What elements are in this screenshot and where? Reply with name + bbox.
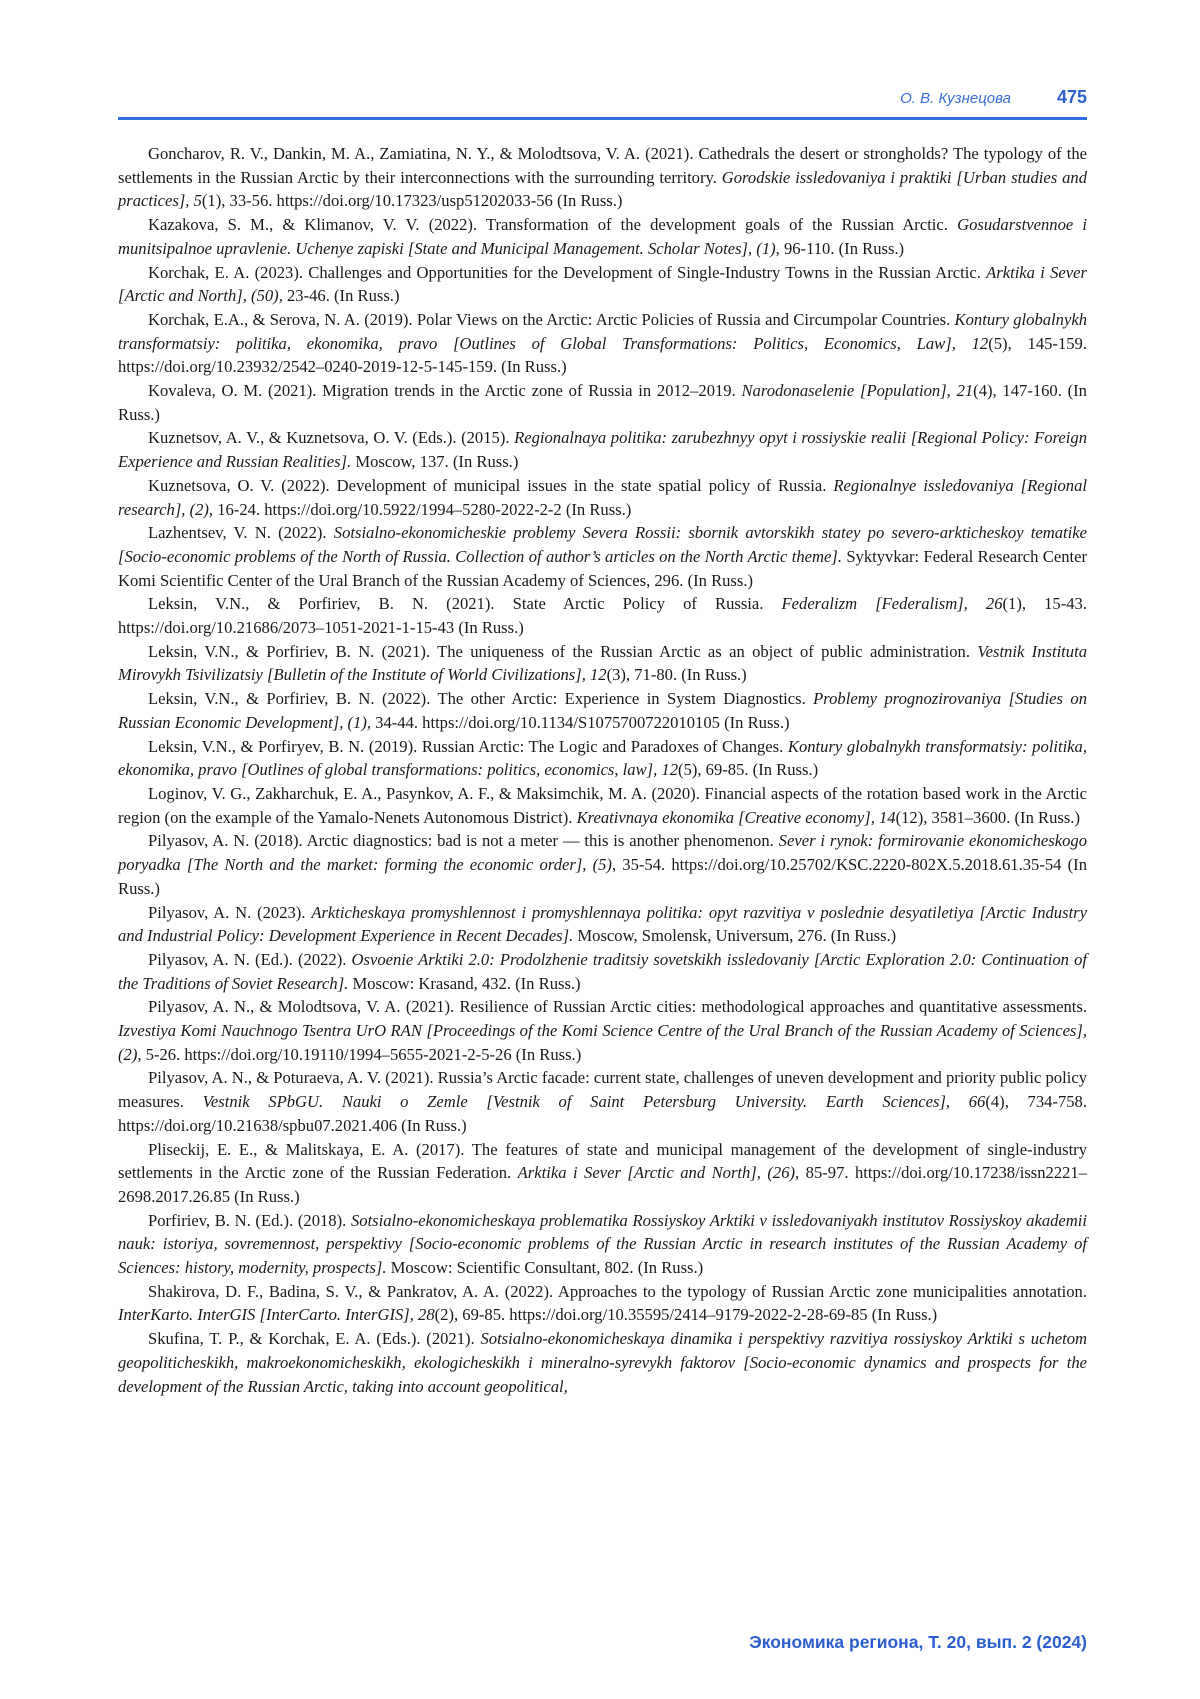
- reference-text: Pilyasov, A. N., & Molodtsova, V. A. (2021). Resilience of Russian Arctic cities: methodological approaches and quantitative assessments.: [148, 997, 1087, 1017]
- reference-entry: [118, 1327, 1087, 1398]
- reference-details: (1), 33-56. https://doi.org/10.17323/usp51202033-56 (In Russ.): [201, 191, 623, 211]
- reference-text: Lazhentsev, V. N. (2022).: [148, 523, 334, 543]
- reference-source-title: Gosudarstvennoe i munitsipalnoe upravlenie. Uchenye zapiski [State and Municipal Management. Scholar Notes], (1),: [118, 215, 1087, 258]
- reference-source-title: Sotsialno-ekonomicheskie problemy Severa Rossii: sbornik avtorskikh statey po severo-arkticheskoy tematike [Socio-economic problems of the North of Russia. Collection of author’s articles on the North Arctic theme].: [118, 523, 1087, 566]
- reference-entry: [118, 261, 1087, 308]
- reference-entry: [118, 142, 1087, 213]
- reference-source-title: Izvestiya Komi Nauchnogo Tsentra UrO RAN [Proceedings of the Komi Science Centre of the Ural Branch of the Russian Academy of Sciences], (2),: [118, 1021, 1087, 1064]
- reference-details: (5), 145-159. https://doi.org/10.23932/2542–0240-2019-12-5-145-159. (In Russ.): [118, 333, 1087, 377]
- reference-details: Syktyvkar: Federal Research Center Komi Scientific Center of the Ural Branch of the Russian Academy of Sciences, 296. (In Russ.): [118, 546, 1087, 590]
- reference-text: Kuznetsov, A. V., & Kuznetsova, O. V. (Eds.). (2015).: [148, 428, 515, 448]
- page-number: 475: [1056, 87, 1087, 107]
- reference-source-title: Federalizm [Federalism], 26: [781, 594, 1003, 614]
- reference-entry: [118, 687, 1087, 734]
- reference-text: Leksin, V.N., & Porfiryev, B. N. (2019). Russian Arctic: The Logic and Paradoxes of Changes.: [148, 736, 788, 756]
- header-rule: [118, 117, 1087, 120]
- reference-entry: [118, 735, 1087, 782]
- reference-details: Moscow, Smolensk, Universum, 276. (In Russ.): [573, 926, 897, 946]
- reference-source-title: Narodonaselenie [Population], 21: [741, 381, 974, 401]
- reference-details: 5-26. https://doi.org/10.19110/1994–5655-2021-2-5-26 (In Russ.): [141, 1044, 582, 1064]
- reference-details: (5), 69-85. (In Russ.): [678, 760, 819, 780]
- reference-source-title: Regionalnye issledovaniya [Regional research], (2),: [118, 475, 1088, 519]
- reference-details: (3), 71-80. (In Russ.): [606, 665, 747, 685]
- reference-text: Leksin, V.N., & Porfiriev, B. N. (2021). The uniqueness of the Russian Arctic as an object of public administration.: [148, 641, 978, 661]
- reference-details: (4), 734-758. https://doi.org/10.21638/spbu07.2021.406 (In Russ.): [118, 1092, 1087, 1135]
- reference-details: (12), 3581–3600. (In Russ.): [895, 807, 1080, 827]
- reference-source-title: Arkticheskaya promyshlennost i promyshlennaya politika: opyt razvitiya v poslednie desyatiletiya [Arctic Industry and Industrial Policy: Development Experience in Recent Decades].: [118, 902, 1087, 946]
- reference-source-title: Kontury globalnykh transformatsiy: politika, ekonomika, pravo [Outlines of global transformations: politics, economics, law], 12: [118, 736, 1087, 780]
- reference-source-title: Gorodskie issledovaniya i praktiki [Urban studies and practices], 5: [118, 167, 1087, 211]
- running-header-author: О. В. Кузнецова: [900, 90, 1011, 107]
- reference-entry: [118, 782, 1087, 829]
- reference-details: 23-46. (In Russ.): [282, 286, 400, 306]
- reference-source-title: Sotsialno-ekonomicheskaya dinamika i perspektivy razvitiya rossiyskoy Arktiki s uchetom geopoliticheskikh, makroekonomicheskikh, ekologicheskikh i mineralno-syrevykh faktorov [Socio-economic dynamics and prospects for the development of the Russian Arctic, taking into account geopolitical,: [118, 1329, 1087, 1396]
- reference-details: Moscow: Scientific Consultant, 802. (In Russ.): [386, 1258, 704, 1278]
- reference-details: Moscow: Krasand, 432. (In Russ.): [348, 973, 581, 993]
- reference-source-title: Vestnik SPbGU. Nauki o Zemle [Vestnik of Saint Petersburg University. Earth Sciences], 66: [202, 1092, 986, 1112]
- reference-entry: [118, 948, 1087, 995]
- reference-details: (4), 147-160. (In Russ.): [118, 381, 1087, 424]
- reference-text: Loginov, V. G., Zakharchuk, E. A., Pasynkov, A. F., & Maksimchik, M. A. (2020). Financial aspects of the rotation based work in the Arctic region (on the example of the Yamalo-Nenets Autonomous District).: [118, 783, 1087, 827]
- reference-text: Pilyasov, A. N. (Ed.). (2022).: [148, 949, 352, 969]
- reference-entry: [118, 1066, 1087, 1137]
- reference-details: Moscow, 137. (In Russ.): [351, 452, 519, 472]
- reference-text: Pilyasov, A. N., & Poturaeva, A. V. (2021). Russia’s Arctic facade: current state, challenges of uneven development and priority public policy measures.: [118, 1068, 1087, 1112]
- reference-text: Leksin, V.N., & Porfiriev, B. N. (2022). The other Arctic: Experience in System Diagnostics.: [148, 689, 814, 709]
- reference-text: Korchak, E. A. (2023). Challenges and Opportunities for the Development of Single-Industry Towns in the Russian Arctic.: [148, 262, 987, 282]
- reference-source-title: Kreativnaya ekonomika [Creative economy], 14: [576, 807, 896, 827]
- reference-source-title: Arktika i Sever [Arctic and North], (26),: [517, 1163, 800, 1183]
- reference-source-title: Regionalnaya politika: zarubezhnyy opyt i rossiyskie realii [Regional Policy: Foreign Experience and Russian Realities].: [118, 428, 1087, 472]
- reference-text: Korchak, E.A., & Serova, N. A. (2019). Polar Views on the Arctic: Arctic Policies of Russia and Circumpolar Countries.: [148, 309, 955, 329]
- reference-source-title: Sever i rynok: formirovanie ekonomicheskogo poryadka [The North and the market: forming the economic order], (5): [118, 831, 1087, 875]
- reference-entry: [118, 213, 1087, 260]
- reference-text: Goncharov, R. V., Dankin, M. A., Zamiatina, N. Y., & Molodtsova, V. A. (2021). Cathedrals the desert or strongholds? The typology of the settlements in the Russian Arctic by their interconnections with the surrounding territory.: [118, 144, 1087, 187]
- reference-details: 85-97. https://doi.org/10.17238/issn2221–2698.2017.26.85 (In Russ.): [118, 1163, 1088, 1206]
- reference-text: Shakirova, D. F., Badina, S. V., & Pankratov, A. A. (2022). Approaches to the typology of Russian Arctic zone municipalities annotation.: [148, 1281, 1087, 1301]
- reference-source-title: Osvoenie Arktiki 2.0: Prodolzhenie traditsiy sovetskikh issledovaniy [Arctic Exploration 2.0: Continuation of the Traditions of Soviet Research].: [118, 949, 1087, 993]
- reference-entry: [118, 308, 1087, 379]
- reference-list: [118, 142, 1087, 1398]
- reference-entry: [118, 379, 1087, 426]
- reference-source-title: InterKarto. InterGIS [InterCarto. InterGIS], 28: [118, 1305, 435, 1325]
- reference-text: Leksin, V.N., & Porfiriev, B. N. (2021). State Arctic Policy of Russia.: [148, 594, 782, 614]
- reference-text: Kovaleva, O. M. (2021). Migration trends in the Arctic zone of Russia in 2012–2019.: [148, 381, 742, 401]
- reference-entry: [118, 995, 1087, 1066]
- reference-text: Porfiriev, B. N. (Ed.). (2018).: [148, 1210, 351, 1230]
- reference-details: 96-110. (In Russ.): [779, 238, 905, 258]
- reference-entry: [118, 426, 1087, 473]
- reference-entry: [118, 1138, 1087, 1209]
- reference-entry: [118, 829, 1087, 900]
- reference-source-title: Arktika i Sever [Arctic and North], (50),: [118, 262, 1087, 306]
- reference-entry: [118, 592, 1087, 639]
- reference-details: , 35-54. https://doi.org/10.25702/KSC.2220-802X.5.2018.61.35-54 (In Russ.): [118, 855, 1087, 898]
- reference-text: Pliseckij, E. E., & Malitskaya, E. A. (2017). The features of state and municipal management of the development of single-industry settlements in the Arctic zone of the Russian Federation.: [118, 1139, 1087, 1183]
- reference-entry: [118, 474, 1087, 521]
- reference-text: Kuznetsova, O. V. (2022). Development of municipal issues in the state spatial policy of Russia.: [148, 475, 834, 495]
- reference-details: (2), 69-85. https://doi.org/10.35595/2414–9179-2022-2-28-69-85 (In Russ.): [434, 1305, 938, 1325]
- reference-source-title: Problemy prognozirovaniya [Studies on Russian Economic Development], (1),: [118, 689, 1087, 732]
- reference-details: (1), 15-43. https://doi.org/10.21686/2073–1051-2021-1-15-43 (In Russ.): [118, 594, 1087, 638]
- reference-text: Pilyasov, A. N. (2023).: [148, 902, 312, 922]
- reference-entry: [118, 901, 1087, 948]
- reference-source-title: Vestnik Instituta Mirovykh Tsivilizatsiy [Bulletin of the Institute of World Civilizations], 12: [118, 641, 1087, 685]
- reference-details: 34-44. https://doi.org/10.1134/S1075700722010105 (In Russ.): [371, 712, 790, 732]
- journal-footer: Экономика региона, Т. 20, вып. 2 (2024): [749, 1632, 1087, 1652]
- reference-text: Skufina, T. P., & Korchak, E. A. (Eds.). (2021).: [148, 1329, 481, 1349]
- reference-source-title: Kontury globalnykh transformatsiy: politika, ekonomika, pravo [Outlines of Global Transformations: Politics, Economics, Law], 12: [118, 309, 1087, 353]
- running-header: [118, 84, 1087, 120]
- reference-entry: [118, 1209, 1087, 1280]
- reference-details: 16-24. https://doi.org/10.5922/1994–5280-2022-2-2 (In Russ.): [213, 499, 632, 519]
- reference-entry: [118, 521, 1087, 592]
- reference-source-title: Sotsialno-ekonomicheskaya problematika Rossiyskoy Arktiki v issledovaniyakh institutov Rossiyskoy akademii nauk: istoriya, sovremennost, perspektivy [Socio-economic problems of the Russian Arctic in research institutes of the Russian Academy of Sciences: history, modernity, prospects].: [118, 1210, 1087, 1278]
- reference-entry: [118, 640, 1087, 687]
- reference-entry: [118, 1280, 1087, 1327]
- reference-text: Pilyasov, A. N. (2018). Arctic diagnostics: bad is not a meter — this is another phenomenon.: [148, 831, 779, 851]
- reference-text: Kazakova, S. M., & Klimanov, V. V. (2022). Transformation of the development goals of the Russian Arctic.: [148, 215, 958, 235]
